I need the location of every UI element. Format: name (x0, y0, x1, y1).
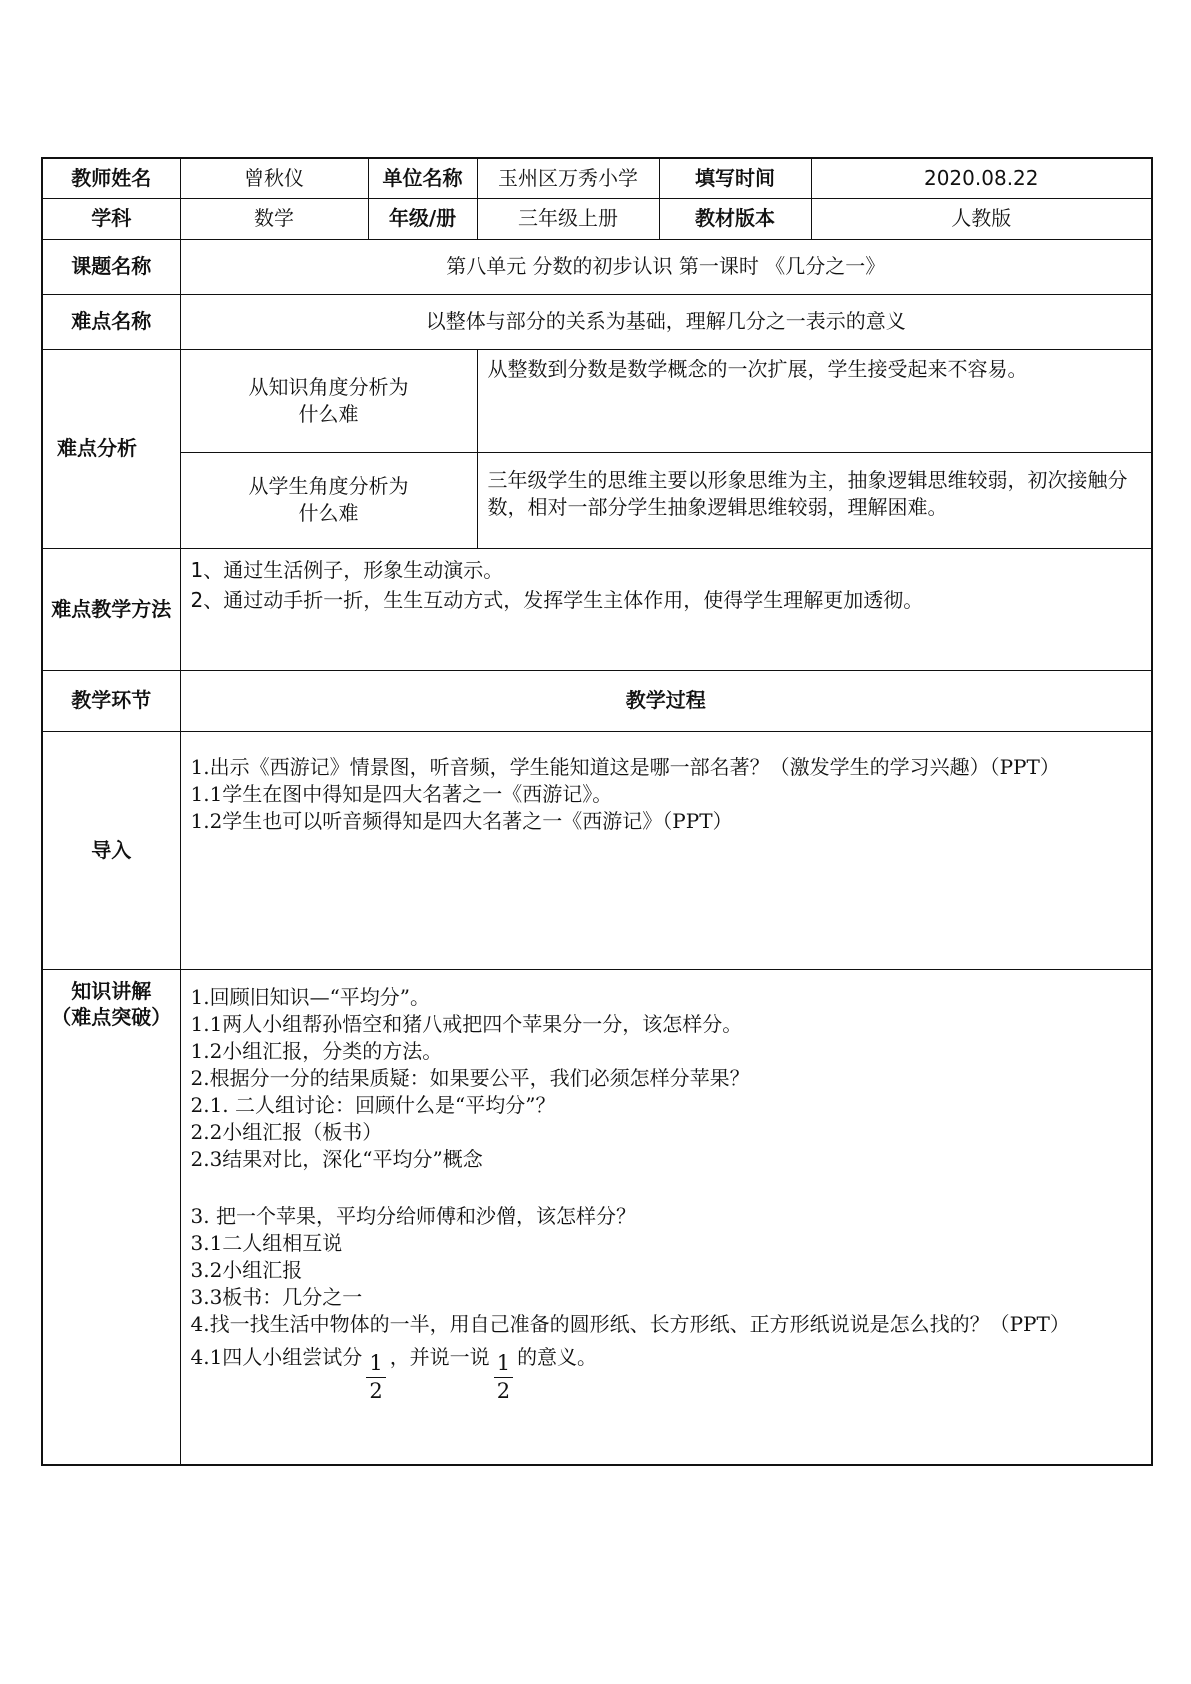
knowledge-line: 1.1两人小组帮孙悟空和猪八戒把四个苹果分一分，该怎样分。 (190, 1011, 743, 1036)
fraction-denominator: 2 (496, 1378, 511, 1403)
student-angle-label-2: 什么难 (298, 501, 359, 525)
topic-value: 第八单元 分数的初步认识 第一课时 《几分之一》 (180, 239, 1152, 294)
difficulty-row (42, 294, 1152, 349)
knowledge-content (180, 969, 1152, 1465)
intro-label: 导入 (42, 731, 180, 969)
header-row-2 (42, 198, 1152, 239)
knowledge-line: 4.找一找生活中物体的一半，用自己准备的圆形纸、长方形纸、正方形纸说说是怎么找的？（PPT） (190, 1311, 1070, 1336)
process-header: 教学过程 (180, 670, 1152, 731)
difficulty-value: 以整体与部分的关系为基础，理解几分之一表示的意义 (180, 294, 1152, 349)
analysis-label: 难点分析 (42, 349, 180, 548)
difficulty-label: 难点名称 (42, 294, 180, 349)
knowledge-angle-text: 从整数到分数是数学概念的一次扩展，学生接受起来不容易。 (477, 349, 1152, 452)
knowledge-line: 3. 把一个苹果，平均分给师傅和沙僧，该怎样分？ (190, 1203, 636, 1228)
edition-label: 教材版本 (659, 198, 811, 239)
paragraph-gap (191, 1173, 1142, 1203)
fraction-numerator: 1 (366, 1353, 385, 1378)
knowledge-angle-label-1: 从知识角度分析为 (248, 374, 409, 399)
subject-label: 学科 (42, 198, 180, 239)
edition-value: 人教版 (811, 198, 1152, 239)
method-item: 1、通过生活例子，形象生动演示。 (190, 557, 504, 582)
intro-line: 1.出示《西游记》情景图，听音频，学生能知道这是哪一部名著？（激发学生的学习兴趣）（PPT） (190, 754, 1060, 779)
analysis-row-knowledge (42, 349, 1152, 452)
knowledge-label-1: 知识讲解 (71, 978, 152, 1003)
student-angle-label (180, 452, 477, 548)
intro-row (42, 731, 1152, 969)
intro-line: 1.1学生在图中得知是四大名著之一《西游记》。 (190, 781, 613, 806)
knowledge-line: 3.3板书：几分之一 (190, 1284, 363, 1309)
knowledge-line: 3.1二人组相互说 (190, 1230, 343, 1255)
knowledge-line: 1.回顾旧知识—“平均分”。 (190, 984, 431, 1009)
unit-value: 玉州区万秀小学 (477, 158, 659, 198)
topic-label: 课题名称 (42, 239, 180, 294)
fraction-one-half (366, 1350, 385, 1403)
subject-value: 数学 (180, 198, 368, 239)
knowledge-label (42, 969, 180, 1465)
method-row (42, 548, 1152, 670)
knowledge-line: 2.2小组汇报（板书） (190, 1119, 383, 1144)
grade-label: 年级/册 (368, 198, 477, 239)
analysis-row-student (42, 452, 1152, 548)
process-header-row (42, 670, 1152, 731)
knowledge-line: 3.2小组汇报 (190, 1257, 303, 1282)
student-angle-label-1: 从学生角度分析为 (248, 474, 409, 498)
intro-line: 1.2学生也可以听音频得知是四大名著之一《西游记》（PPT） (190, 808, 733, 833)
header-row-1 (42, 158, 1152, 198)
fraction-numerator: 1 (494, 1353, 513, 1378)
knowledge-angle-label-2: 什么难 (298, 401, 359, 426)
knowledge-line: 1.2小组汇报，分类的方法。 (190, 1038, 443, 1063)
method-list (180, 548, 1152, 670)
fraction-line-suffix: 的意义。 (517, 1344, 598, 1369)
stage-header: 教学环节 (42, 670, 180, 731)
grade-value: 三年级上册 (477, 198, 659, 239)
fraction-line-prefix: 4.1四人小组尝试分 (190, 1344, 363, 1369)
date-value: 2020.08.22 (811, 158, 1152, 198)
fraction-denominator: 2 (369, 1378, 383, 1403)
knowledge-angle-label (180, 349, 477, 452)
topic-row (42, 239, 1152, 294)
lesson-plan-table (41, 157, 1153, 1466)
date-label: 填写时间 (659, 158, 811, 198)
method-label: 难点教学方法 (42, 548, 180, 670)
fraction-line-middle: ，并说一说 (389, 1344, 490, 1369)
knowledge-line-fraction (191, 1344, 1142, 1402)
knowledge-row (42, 969, 1152, 1465)
method-item: 2、通过动手折一折，生生互动方式，发挥学生主体作用，使得学生理解更加透彻。 (190, 587, 924, 612)
knowledge-line: 2.根据分一分的结果质疑：如果要公平，我们必须怎样分苹果？ (190, 1065, 750, 1090)
intro-content (180, 731, 1152, 969)
unit-label: 单位名称 (368, 158, 477, 198)
teacher-label: 教师姓名 (42, 158, 180, 198)
fraction-one-half (494, 1350, 513, 1403)
knowledge-label-2: （难点突破） (51, 1004, 172, 1029)
student-angle-text: 三年级学生的思维主要以形象思维为主，抽象逻辑思维较弱，初次接触分数，相对一部分学生抽象逻辑思维较弱，理解困难。 (477, 452, 1152, 548)
knowledge-line: 2.3结果对比，深化“平均分”概念 (190, 1146, 483, 1171)
teacher-value: 曾秋仪 (180, 158, 368, 198)
knowledge-line: 2.1. 二人组讨论：回顾什么是“平均分”？ (190, 1092, 556, 1117)
